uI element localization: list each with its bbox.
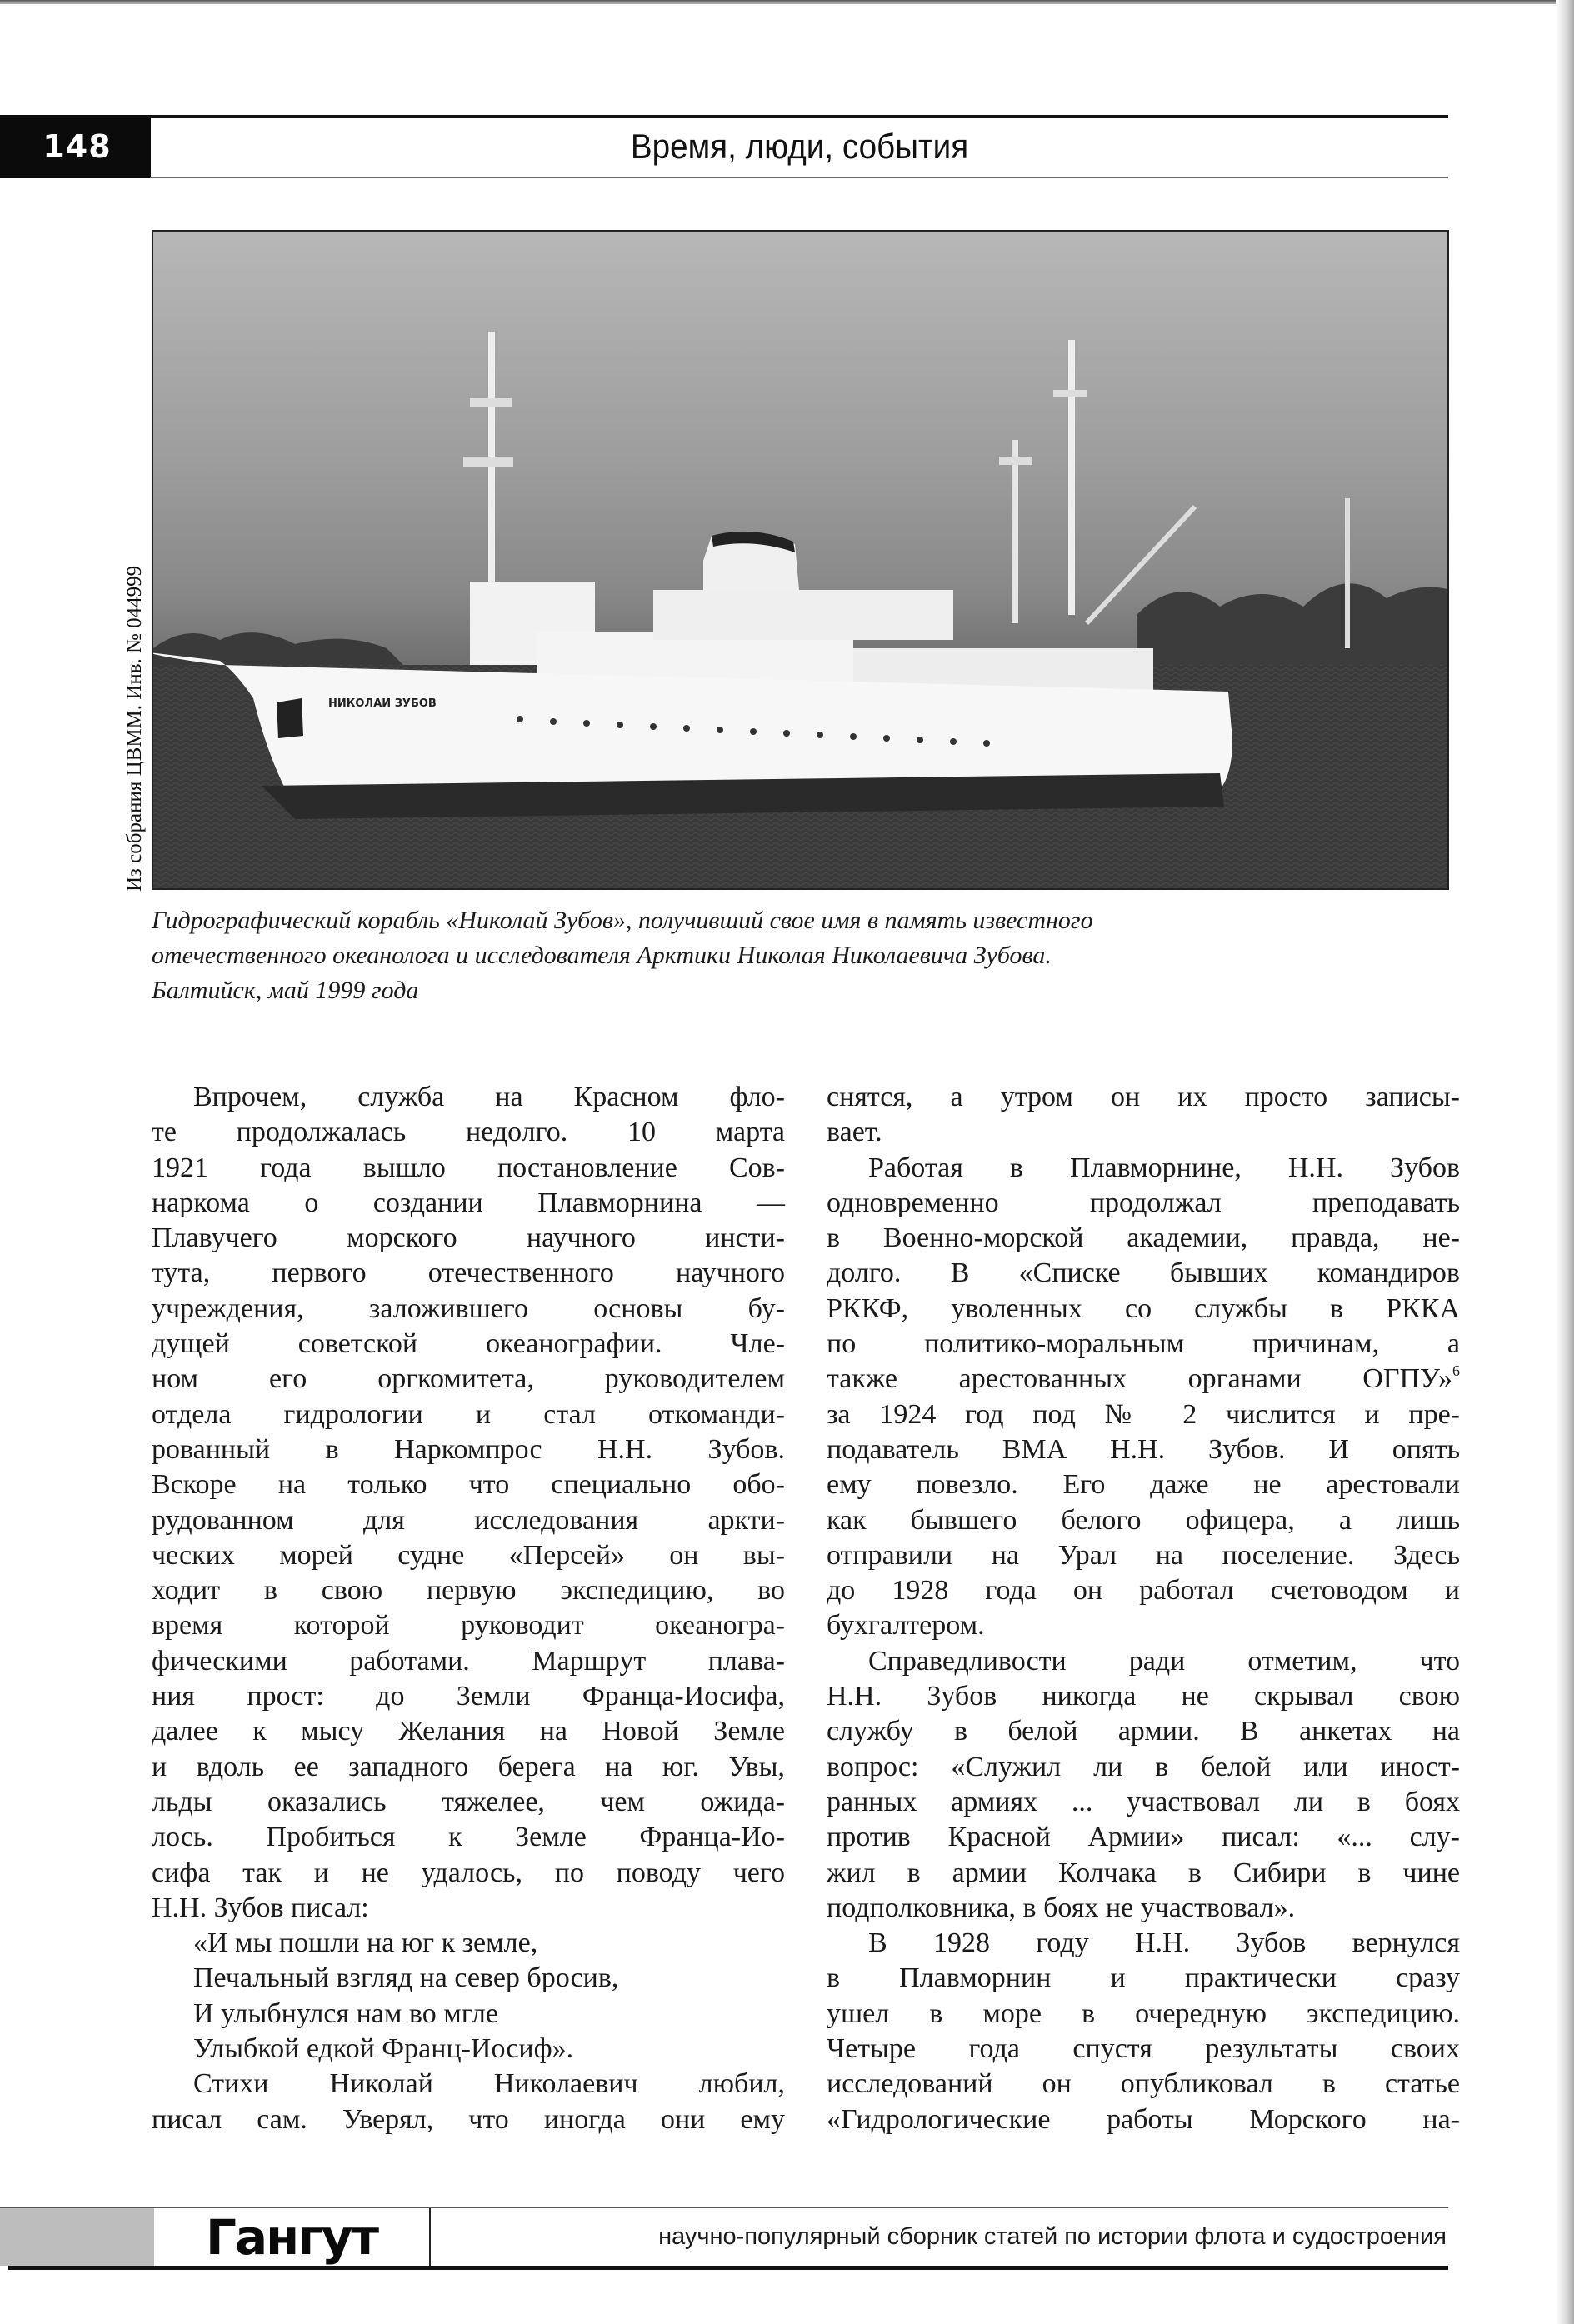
text-line: в Плавморнин и практически сразу [827,1962,1460,1994]
text-line: писал сам. Уверял, что иногда они ему [152,2103,785,2135]
text-line: льды оказались тяжелее, чем ожида- [152,1786,785,1817]
text-line: В 1928 году Н.Н. Зубов вернулся [868,1927,1460,1959]
scan-edge-top [0,0,1574,4]
text-line: ном его оргкомитета, руководителем [152,1363,785,1395]
text-line: одновременно продолжал преподавать [827,1187,1460,1218]
text-line: против Красной Армии» писал: «... слу- [827,1822,1460,1853]
poem-line: И улыбнулся нам во мгле [193,1997,498,2029]
text-line: жил в армии Колчака в Сибири в чине [827,1857,1460,1888]
photo-caption [152,903,1452,1008]
text-line: РККФ, уволенных со службы в РККА [827,1292,1460,1324]
text-line: Плавучего морского научного инсти- [152,1222,785,1254]
text-line: за 1924 год под № 2 числится и пре- [827,1398,1460,1430]
ship-illustration [153,232,1449,890]
text-line: наркома о создании Плавморнина — [152,1187,785,1218]
text-line: Н.Н. Зубов никогда не скрывал свою [827,1681,1460,1712]
text-line: ния прост: до Земли Франца-Иосифа, [152,1681,785,1712]
text-line: Впрочем, служба на Красном фло- [193,1082,785,1112]
section-title: Время, люди, события [630,127,969,166]
page-number-box [0,115,151,178]
poem-line: Улыбкой едкой Франц-Иосиф». [193,2033,574,2065]
caption-line: Балтийск, май 1999 года [152,977,419,1004]
text-line: фическими работами. Маршрут плава- [152,1645,785,1677]
text-line: отдела гидрологии и стал откоманди- [152,1398,785,1430]
text-line: до 1928 года он работал счетоводом и [827,1575,1460,1607]
magazine-logo: Гангут [206,2208,377,2266]
text-line: Работая в Плавморнине, Н.Н. Зубов [868,1152,1460,1183]
text-line: рованный в Наркомпрос Н.Н. Зубов. [152,1433,785,1465]
text-line: исследований он опубликовал в статье [827,2068,1460,2100]
text-line: ходит в свою первую экспедицию, во [152,1575,785,1607]
text-line: Вскоре на только что специально обо- [152,1469,785,1501]
text-line: тута, первого отечественного научного [152,1257,785,1289]
text-line: подаватель ВМА Н.Н. Зубов. И опять [827,1433,1460,1465]
caption-line: отечественного океанолога и исследователя Арктики Николая Николаевича Зубова. [152,942,1052,969]
text-line: лось. Пробиться к Земле Франца-Ио- [152,1822,785,1853]
caption-line: Гидрографический корабль «Николай Зубов», получивший свое имя в память известного [152,907,1093,934]
text-line: вает. [827,1117,882,1148]
text-line: Н.Н. Зубов писал: [152,1892,369,1923]
text-line: по политико-моральным причинам, а [827,1328,1460,1360]
text-line: сифа так и не удалось, по поводу чего [152,1857,785,1888]
footnote-ref[interactable]: 6 [1452,1362,1460,1380]
poem-line: «И мы пошли на юг к земле, [193,1927,538,1959]
text-line: отправили на Урал на поселение. Здесь [827,1539,1460,1571]
text-column-left [152,1080,785,2137]
text-line: службу в белой армии. В анкетах на [827,1716,1460,1747]
footer-rule-bottom [8,2266,1448,2270]
text-line: вопрос: «Служил ли в белой или иност- [827,1751,1460,1782]
text-line: 1921 года вышло постановление Сов- [152,1152,785,1183]
text-line: бухгалтером. [827,1610,985,1642]
text-line: и вдоль ее западного берега на юг. Увы, [152,1751,785,1782]
running-footer [0,2207,1448,2270]
text-line: «Гидрологические работы Морского на- [827,2103,1460,2135]
poem-line: Печальный взгляд на север бросив, [193,1962,619,1994]
text-line: Четыре года спустя результаты своих [827,2033,1460,2065]
text-line: рудованном для исследования аркти- [152,1504,785,1536]
scan-edge-right [1556,0,1574,2324]
text-line: ему повезло. Его даже не арестовали [827,1469,1460,1501]
footer-gray-block [0,2208,154,2266]
text-line: те продолжалась недолго. 10 марта [152,1117,785,1148]
text-line: Справедливости ради отметим, что [868,1645,1460,1677]
text-line: в Военно-морской академии, правда, не- [827,1222,1460,1254]
text-line: ушел в море в очередную экспедицию. [827,1997,1460,2029]
ship-photo [152,230,1449,890]
text-line: Стихи Николай Николаевич любил, [193,2068,785,2100]
header-rule-bottom [150,177,1448,178]
svg-text:НИКОЛАИ ЗУБОВ: НИКОЛАИ ЗУБОВ [328,697,437,710]
text-line-with-footnote: также арестованных органами ОГПУ»$^6$ [827,1362,1460,1395]
text-line: далее к мысу Желания на Новой Земле [152,1716,785,1747]
magazine-tagline: научно-популярный сборник статей по истории флота и судостроения [658,2223,1447,2250]
text-line: учреждения, заложившего основы бу- [152,1292,785,1324]
text-column-right [827,1080,1460,2137]
text-line: снятся, а утром он их просто записы- [827,1082,1460,1112]
text-line: дущей советской океанографии. Чле- [152,1328,785,1360]
text-line: долго. В «Списке бывших командиров [827,1257,1460,1289]
photo-credit: Из собрания ЦВММ. Инв. № 044999 [123,565,146,892]
text-line: подполковника, в боях не участвовал». [827,1892,1296,1923]
text-line: время которой руководит океаногра- [152,1610,785,1642]
page-number: 148 [42,128,112,165]
text-line: ческих морей судне «Персей» он вы- [152,1539,785,1571]
text-line: как бывшего белого офицера, а лишь [827,1504,1460,1536]
text-line: ранных армиях ... участвовал ли в боях [827,1786,1460,1817]
running-header [0,115,1448,178]
